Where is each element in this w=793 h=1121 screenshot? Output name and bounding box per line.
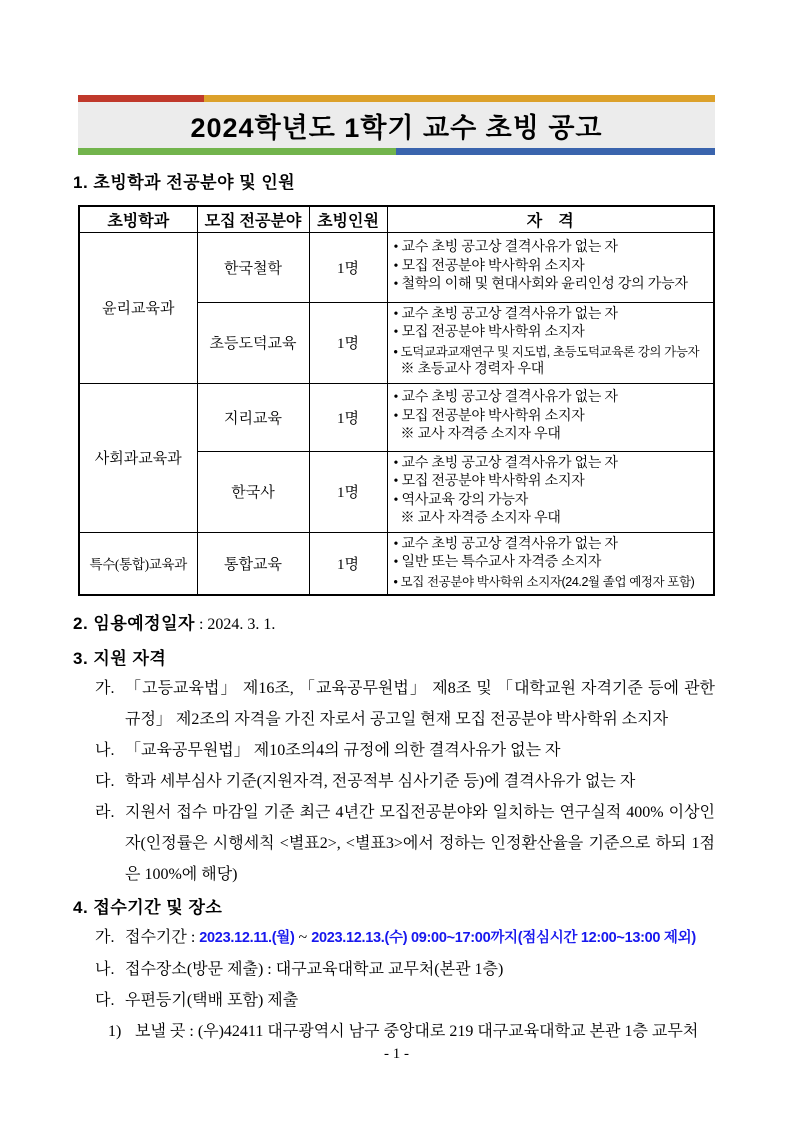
qualification-line: • 모집 전공분야 박사학위 소지자	[393, 408, 585, 424]
qualification-line: • 모집 전공분야 박사학위 소지자	[393, 325, 585, 340]
count-cell: 1명	[309, 532, 387, 595]
item-label: 가.	[95, 929, 115, 946]
count-cell: 1명	[309, 451, 387, 532]
announcement-header	[78, 95, 715, 155]
qualification-cell	[387, 383, 714, 451]
section4-item-ga-period	[95, 922, 715, 954]
dept-cell: 윤리교육과	[79, 232, 197, 383]
section3-item-ga	[95, 673, 715, 735]
qualification-note: ※ 교사 자격증 소지자 우대	[400, 511, 561, 526]
bottom-bar-green-segment	[78, 148, 396, 155]
section3-item-da	[95, 766, 715, 797]
qualification-line: • 도덕교과교재연구 및 지도법, 초등도덕교육론 강의 가능자	[393, 344, 700, 359]
field-cell: 통합교육	[197, 532, 309, 595]
bottom-bar-blue-segment	[396, 148, 715, 155]
section2-value: : 2024. 3. 1.	[194, 616, 276, 633]
period-start-date: 2023.12.11.(월)	[199, 930, 295, 946]
table-row	[79, 232, 714, 302]
recruitment-table	[78, 205, 715, 596]
item-text: 보낼 곳 : (우)42411 대구광역시 남구 중앙대로 219 대구교육대학교 본관 1층 교무처	[135, 1023, 699, 1040]
section3-heading: 3. 지원 자격	[73, 649, 167, 668]
document-content	[73, 95, 715, 1047]
qualification-line: • 교수 초빙 공고상 결격사유가 없는 자	[393, 240, 618, 256]
dept-cell: 특수(통합)교육과	[79, 532, 197, 595]
section2-heading: 2. 임용예정일자	[73, 614, 195, 633]
field-cell: 초등도덕교육	[197, 302, 309, 383]
qualification-line: • 모집 전공분야 박사학위 소지자	[393, 258, 585, 274]
section3-item-ra	[95, 797, 715, 890]
qualification-cell	[387, 451, 714, 532]
qualification-line: • 교수 초빙 공고상 결격사유가 없는 자	[393, 536, 618, 552]
qualification-note: ※ 교사 자격증 소지자 우대	[400, 427, 561, 443]
item-label: 나.	[95, 742, 115, 759]
qualification-cell	[387, 302, 714, 383]
item-text: 접수장소(방문 제출) : 대구교육대학교 교무처(본관 1층)	[125, 961, 504, 978]
table-row	[79, 383, 714, 451]
qualification-line: • 교수 초빙 공고상 결격사유가 없는 자	[393, 390, 618, 406]
bottom-decorative-bar	[78, 148, 715, 155]
period-prefix: 접수기간 :	[125, 929, 200, 946]
top-bar-orange-segment	[204, 95, 715, 102]
count-cell: 1명	[309, 383, 387, 451]
qualification-cell	[387, 532, 714, 595]
section4-subitem-1	[108, 1016, 715, 1047]
table-header-row	[79, 206, 714, 232]
qualification-line: • 역사교육 강의 가능자	[393, 492, 529, 508]
item-label: 가.	[95, 680, 115, 697]
section4-item-na	[95, 954, 715, 985]
page-number: - 1 -	[384, 1046, 409, 1062]
section3-item-na	[95, 735, 715, 766]
top-decorative-bar	[78, 95, 715, 102]
field-cell: 한국철학	[197, 232, 309, 302]
section4-heading: 4. 접수기간 및 장소	[73, 898, 223, 917]
item-text: 우편등기(택배 포함) 제출	[125, 992, 299, 1009]
qualification-note: ※ 초등교사 경력자 우대	[400, 362, 545, 377]
qualification-cell	[387, 232, 714, 302]
item-text: 지원서 접수 마감일 기준 최근 4년간 모집전공분야와 일치하는 연구실적 400% 이상인 자(인정률은 시행세칙 <별표2>, <별표3>에서 정하는 인정환산율을 기준으로 하되 1점은 100%에 해당)	[125, 804, 715, 883]
item-label: 1)	[108, 1023, 122, 1040]
top-bar-red-segment	[78, 95, 204, 102]
field-cell: 한국사	[197, 451, 309, 532]
item-text	[125, 922, 715, 954]
item-text: 「교육공무원법」 제10조의4의 규정에 의한 결격사유가 없는 자	[125, 742, 561, 759]
dept-cell: 사회과교육과	[79, 383, 197, 532]
section4-item-da	[95, 985, 715, 1016]
item-text: 「고등교육법」 제16조, 「교육공무원법」 제8조 및 「대학교원 자격기준 등에 관한 규정」 제2조의 자격을 가진 자로서 공고일 현재 모집 전공분야 박사학위 소지자	[125, 680, 715, 728]
qualification-line: • 철학의 이해 및 현대사회와 윤리인성 강의 가능자	[393, 277, 688, 293]
period-separator: ~	[294, 929, 312, 946]
item-label: 다.	[95, 992, 115, 1009]
item-label: 다.	[95, 773, 115, 790]
item-text: 학과 세부심사 기준(지원자격, 전공적부 심사기준 등)에 결격사유가 없는 자	[125, 773, 636, 790]
page-title: 2024학년도 1학기 교수 초빙 공고	[78, 102, 715, 148]
col-header-field: 모집 전공분야	[197, 206, 309, 232]
table-row	[79, 532, 714, 595]
qualification-line: • 모집 전공분야 박사학위 소지자(24.2월 졸업 예정자 포함)	[393, 574, 695, 589]
col-header-count: 초빙인원	[309, 206, 387, 232]
section2-line	[73, 610, 715, 639]
item-label: 나.	[95, 961, 115, 978]
qualification-line: • 교수 초빙 공고상 결격사유가 없는 자	[393, 306, 618, 322]
item-label: 라.	[95, 804, 115, 821]
count-cell: 1명	[309, 232, 387, 302]
qualification-line: • 교수 초빙 공고상 결격사유가 없는 자	[393, 455, 618, 471]
field-cell: 지리교육	[197, 383, 309, 451]
col-header-qualification: 자 격	[387, 206, 714, 232]
count-cell: 1명	[309, 302, 387, 383]
period-end-details: 2023.12.13.(수) 09:00~17:00까지(점심시간 12:00~13:00 제외)	[311, 930, 696, 946]
col-header-dept: 초빙학과	[79, 206, 197, 232]
qualification-line: • 모집 전공분야 박사학위 소지자	[393, 474, 585, 489]
section1-heading: 1. 초빙학과 전공분야 및 인원	[73, 173, 296, 192]
qualification-line: • 일반 또는 특수교사 자격증 소지자	[393, 555, 602, 570]
